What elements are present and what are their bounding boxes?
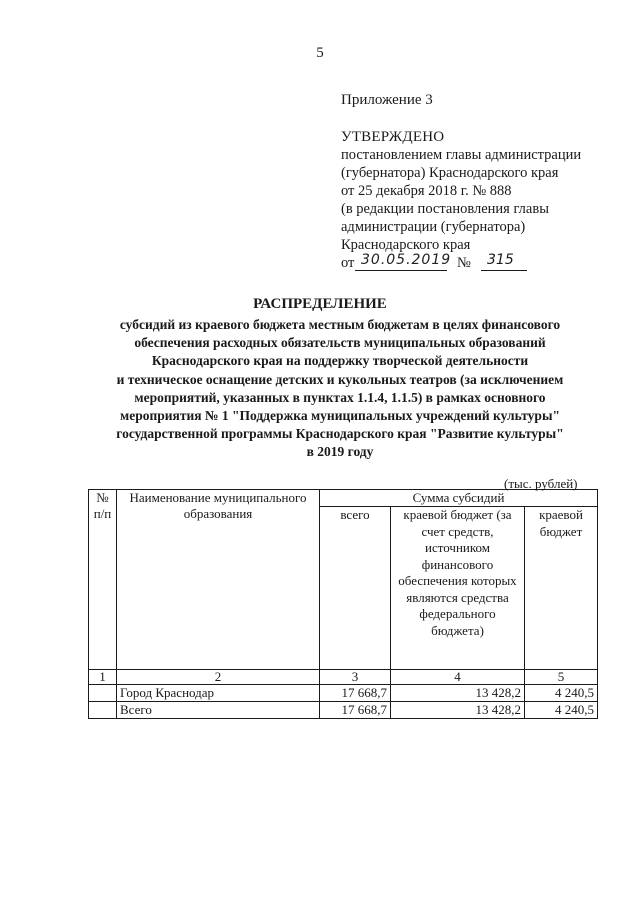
table-row (89, 685, 598, 702)
header-regional: краевой бюджет (525, 507, 598, 670)
column-index: 5 (525, 670, 598, 685)
total-number-cell (89, 702, 117, 719)
approval-line: постановлением главы администрации (341, 147, 582, 163)
subtitle-line: мероприятий, указанных в пунктах 1.1.4, 1.1.5) в рамках основного (134, 389, 546, 405)
approved-heading: УТВЕРЖДЕНО (341, 129, 445, 145)
header-subsidy-sum: Сумма субсидий (320, 490, 598, 507)
approval-line: (губернатора) Краснодарского края (341, 165, 559, 181)
document-subtitle (80, 316, 600, 462)
distribution-table (88, 489, 598, 719)
units-note: (тыс. рублей) (504, 476, 578, 491)
column-index-row (89, 670, 598, 685)
total-federal: 13 428,2 (391, 702, 525, 719)
header-regional-federal: краевой бюджет (за счет средств, источником финансового обеспечения которых являются средства федерального бюджета) (391, 507, 525, 670)
total-regional: 4 240,5 (525, 702, 598, 719)
row-regional: 4 240,5 (525, 685, 598, 702)
header-municipality: Наименование муниципального образования (117, 490, 320, 670)
subtitle-line: Краснодарского края на поддержку творческой деятельности (151, 353, 529, 369)
appendix-label: Приложение 3 (341, 92, 433, 108)
approval-line: администрации (губернатора) (341, 219, 526, 235)
header-total: всего (320, 507, 391, 670)
subtitle-line: в 2019 году (306, 444, 374, 460)
approval-line: от 25 декабря 2018 г. № 888 (341, 183, 512, 199)
column-index: 4 (391, 670, 525, 685)
row-federal: 13 428,2 (391, 685, 525, 702)
column-index: 2 (117, 670, 320, 685)
subtitle-line: государственной программы Краснодарского края "Развитие культуры" (116, 426, 564, 442)
approval-line: (в редакции постановления главы (341, 201, 549, 217)
row-total: 17 668,7 (320, 685, 391, 702)
approval-line: Краснодарского края (341, 237, 471, 253)
sig-number-label: № (457, 255, 471, 271)
column-index: 1 (89, 670, 117, 685)
approval-block (341, 128, 611, 274)
row-municipality: Город Краснодар (117, 685, 320, 702)
page-number: 5 (316, 45, 324, 61)
sig-from-label: от (341, 255, 355, 271)
total-label: Всего (117, 702, 320, 719)
sig-date-field (355, 251, 452, 271)
subtitle-line: и техническое оснащение детских и кукольных театров (за исключением (116, 371, 564, 387)
sig-date-handwritten: 30.05.2019 (361, 252, 452, 268)
subtitle-line: субсидий из краевого бюджета местным бюджетам в целях финансового (119, 317, 561, 332)
subtitle-line: мероприятия № 1 "Поддержка муниципальных учреждений культуры" (120, 408, 560, 424)
header-number: № п/п (89, 490, 117, 670)
subtitle-line: обеспечения расходных обязательств муниципальных образований (134, 335, 546, 351)
document-title: РАСПРЕДЕЛЕНИЕ (253, 296, 387, 312)
column-index: 3 (320, 670, 391, 685)
sig-number-field (481, 251, 527, 271)
signature-line (341, 254, 611, 274)
total-sum: 17 668,7 (320, 702, 391, 719)
total-row (89, 702, 598, 719)
row-number (89, 685, 117, 702)
sig-number-handwritten: 315 (487, 252, 514, 268)
